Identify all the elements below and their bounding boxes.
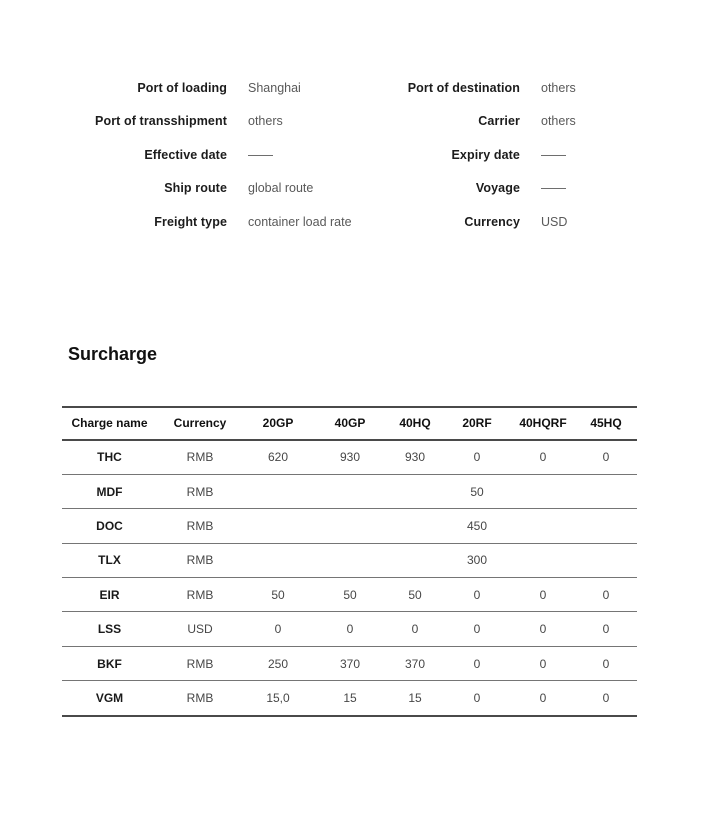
info-row-ports (0, 71, 702, 105)
rate-cell-20gp: 620 (267, 450, 289, 465)
charge-name-cell: LSS (97, 622, 122, 637)
rate-cell-40gp: 0 (346, 622, 354, 637)
rate-cell-40gp: 15 (343, 690, 357, 705)
port-of-loading-value: Shanghai (248, 80, 301, 95)
rate-cell-40hq: 15 (408, 690, 422, 705)
surcharge-table-header (62, 408, 637, 441)
currency-cell: RMB (186, 656, 214, 671)
currency-cell: RMB (186, 553, 214, 568)
voyage-label: Voyage (475, 181, 520, 195)
currency-cell: RMB (186, 518, 214, 533)
rate-cell-20rf: 0 (473, 587, 481, 602)
info-row-route-voyage (0, 172, 702, 206)
table-row-thc (62, 441, 637, 475)
rate-cell-45hq: 0 (602, 622, 610, 637)
freight-type-label: Freight type (154, 214, 227, 229)
expiry-date-value: —— (541, 147, 566, 162)
rate-cell-40hqrf: 0 (539, 656, 547, 671)
charge-name-cell: TLX (98, 553, 121, 568)
rate-cell-20rf: 0 (473, 450, 481, 465)
table-row-lss (62, 612, 637, 646)
port-of-destination-value: others (541, 80, 576, 95)
table-row-bkf (62, 647, 637, 681)
rate-cell-45hq: 0 (602, 656, 610, 671)
rate-cell-40gp: 930 (339, 450, 361, 465)
currency-value: USD (541, 214, 568, 229)
table-row-eir (62, 578, 637, 612)
currency-label: Currency (464, 214, 520, 229)
expiry-date-label: Expiry date (451, 147, 520, 162)
effective-date-label: Effective date (144, 147, 227, 162)
col-header-20gp: 20GP (262, 416, 294, 430)
col-header-currency: Currency (173, 416, 227, 430)
rate-cell-20gp: 50 (271, 587, 285, 602)
rate-cell-20rf: 0 (473, 622, 481, 637)
table-row-tlx (62, 544, 637, 578)
voyage-value: —— (541, 181, 566, 195)
surcharge-table (62, 406, 637, 717)
surcharge-section-title: Surcharge (68, 343, 158, 364)
ship-route-value: global route (248, 181, 314, 195)
rate-cell-40hq: 50 (408, 587, 422, 602)
effective-date-value: —— (248, 147, 273, 162)
rate-cell-40hqrf: 0 (539, 450, 547, 465)
port-of-loading-label: Port of loading (137, 80, 227, 95)
rate-cell-20rf: 300 (466, 553, 488, 568)
rate-cell-20rf: 0 (473, 690, 481, 705)
col-header-40gp: 40GP (334, 416, 366, 430)
rate-cell-45hq: 0 (602, 450, 610, 465)
currency-cell: RMB (186, 690, 214, 705)
rate-cell-20rf: 0 (473, 656, 481, 671)
info-row-dates (0, 138, 702, 172)
charge-name-cell: DOC (96, 518, 123, 533)
rate-cell-20rf: 50 (470, 484, 484, 499)
info-row-freight-currency (0, 205, 702, 239)
rate-cell-40gp: 50 (343, 587, 357, 602)
col-header-charge-name: Charge name (71, 416, 148, 430)
rate-cell-20rf: 450 (466, 518, 488, 533)
charge-name-cell: BKF (97, 656, 122, 671)
rate-cell-40gp: 370 (339, 656, 361, 671)
ship-route-label: Ship route (164, 181, 227, 195)
rate-cell-40hqrf: 0 (539, 587, 547, 602)
charge-name-cell: MDF (96, 484, 123, 499)
charge-name-cell: EIR (99, 587, 120, 602)
rate-cell-40hq: 0 (411, 622, 419, 637)
rate-cell-20gp: 0 (274, 622, 282, 637)
rate-cell-45hq: 0 (602, 690, 610, 705)
shipment-info-section (0, 0, 702, 239)
rate-cell-20gp: 15,0 (266, 690, 290, 705)
col-header-40hqrf: 40HQRF (519, 416, 567, 430)
currency-cell: RMB (186, 587, 214, 602)
port-of-transshipment-label: Port of transshipment (95, 114, 227, 128)
info-row-transshipment-carrier (0, 105, 702, 139)
currency-cell: RMB (186, 484, 214, 499)
port-of-transshipment-value: others (248, 114, 283, 128)
freight-type-value: container load rate (248, 214, 352, 229)
charge-name-cell: VGM (95, 690, 124, 705)
rate-cell-20gp: 250 (267, 656, 289, 671)
currency-cell: USD (187, 622, 213, 637)
charge-name-cell: THC (97, 450, 122, 465)
port-of-destination-label: Port of destination (407, 80, 520, 95)
col-header-45hq: 45HQ (590, 416, 622, 430)
rate-cell-40hq: 930 (404, 450, 426, 465)
rate-cell-40hqrf: 0 (539, 622, 547, 637)
table-row-mdf (62, 475, 637, 509)
rate-cell-40hqrf: 0 (539, 690, 547, 705)
rate-cell-45hq: 0 (602, 587, 610, 602)
table-row-doc (62, 509, 637, 543)
carrier-label: Carrier (478, 114, 520, 128)
col-header-20rf: 20RF (462, 416, 492, 430)
col-header-40hq: 40HQ (399, 416, 431, 430)
table-row-vgm (62, 681, 637, 714)
currency-cell: RMB (186, 450, 214, 465)
carrier-value: others (541, 114, 576, 128)
rate-cell-40hq: 370 (404, 656, 426, 671)
